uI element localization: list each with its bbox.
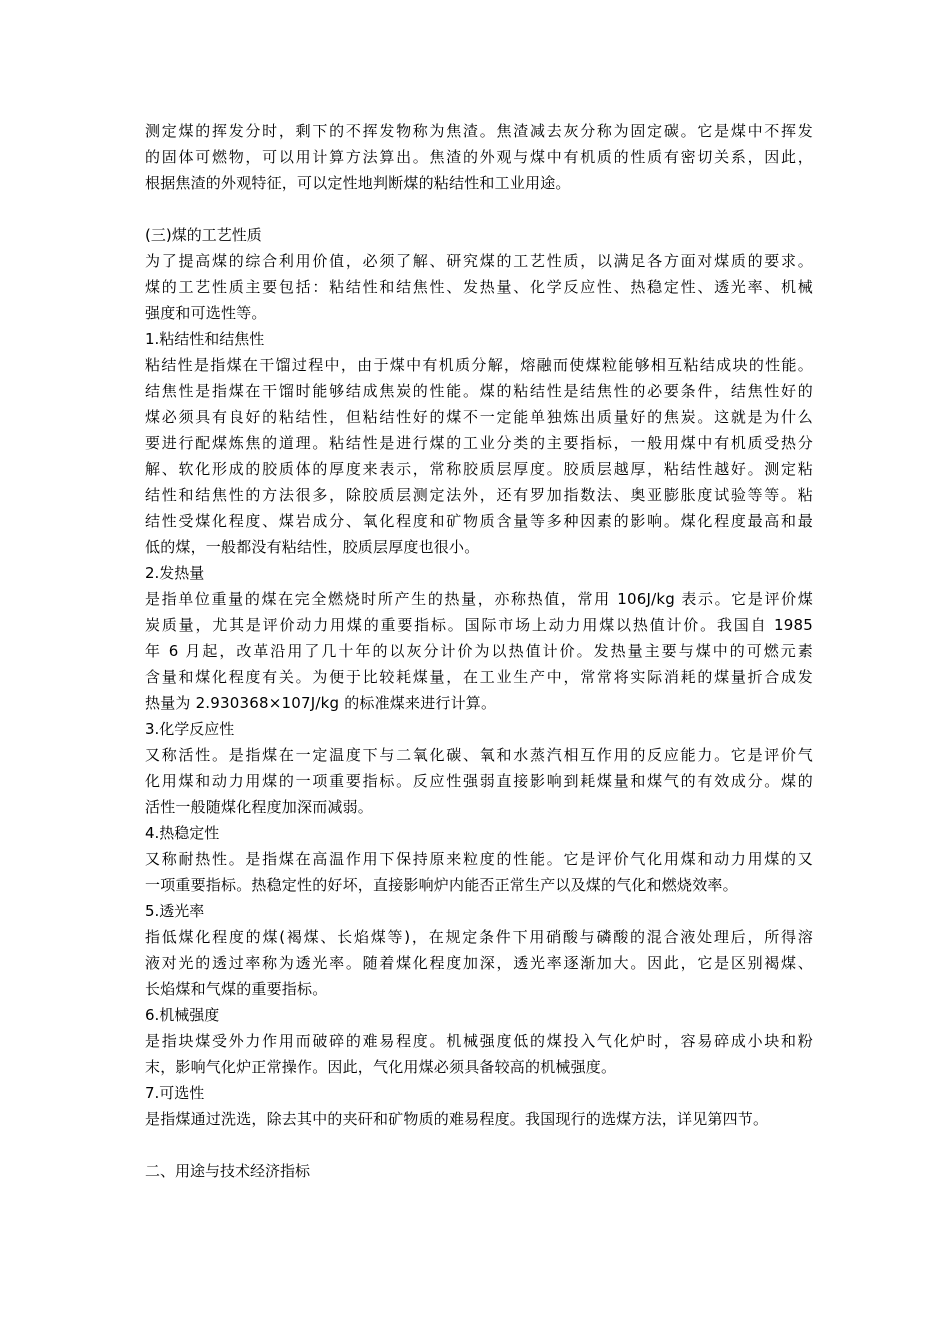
item-block: [145, 898, 813, 1002]
text-line: 煤的工艺性质主要包括：粘结性和结焦性、发热量、化学反应性、热稳定性、透光率、机械: [145, 278, 813, 296]
text-line: 含量和煤化程度有关。为便于比较耗煤量，在工业生产中，常常将实际消耗的煤量折合成发: [145, 668, 813, 686]
text-line: 又称活性。是指煤在一定温度下与二氧化碳、氧和水蒸汽相互作用的反应能力。它是评价气: [145, 746, 813, 764]
text-line: 长焰煤和气煤的重要指标。: [145, 980, 328, 998]
section-intro-paragraph: [145, 248, 813, 326]
text-line: 解、软化形成的胶质体的厚度来表示，常称胶质层厚度。胶质层越厚，粘结性越好。测定粘: [145, 460, 813, 478]
text-line: 热量为 2.930368×107J/kg 的标准煤来进行计算。: [145, 694, 497, 712]
item-block: [145, 326, 813, 560]
text-line: 低的煤，一般都没有粘结性，胶质层厚度也很小。: [145, 538, 480, 556]
item-title: 7.可选性: [145, 1084, 205, 1102]
item-title: 4.热稳定性: [145, 824, 220, 842]
text-line: 活性一般随煤化程度加深而减弱。: [145, 798, 374, 816]
section-heading: 二、用途与技术经济指标: [145, 1162, 311, 1180]
text-line: 年 6 月起，改革沿用了几十年的以灰分计价为以热值计价。发热量主要与煤中的可燃元素: [145, 642, 813, 660]
text-line: 根据焦渣的外观特征，可以定性地判断煤的粘结性和工业用途。: [145, 174, 571, 192]
item-title: 2.发热量: [145, 564, 205, 582]
text-line: 液对光的透过率称为透光率。随着煤化程度加深，透光率逐渐加大。因此，它是区别褐煤、: [145, 954, 813, 972]
text-line: 是指块煤受外力作用而破碎的难易程度。机械强度低的煤投入气化炉时，容易碎成小块和粉: [145, 1032, 813, 1050]
item-block: [145, 716, 813, 820]
text-line: 结性受煤化程度、煤岩成分、氧化程度和矿物质含量等多种因素的影响。煤化程度最高和最: [145, 512, 813, 530]
text-line: 的固体可燃物，可以用计算方法算出。焦渣的外观与煤中有机质的性质有密切关系，因此，: [145, 148, 813, 166]
text-line: 又称耐热性。是指煤在高温作用下保持原来粒度的性能。它是评价气化用煤和动力用煤的又: [145, 850, 813, 868]
text-line: 强度和可选性等。: [145, 304, 267, 322]
section-heading: (三)煤的工艺性质: [145, 226, 262, 244]
text-line: 要进行配煤炼焦的道理。粘结性是进行煤的工业分类的主要指标，一般用煤中有机质受热分: [145, 434, 813, 452]
text-line: 末，影响气化炉正常操作。因此，气化用煤必须具备较高的机械强度。: [145, 1058, 617, 1076]
text-line: 煤必须具有良好的粘结性，但粘结性好的煤不一定能单独炼出质量好的焦炭。这就是为什么: [145, 408, 813, 426]
item-block: [145, 1002, 813, 1080]
item-block: [145, 820, 813, 898]
paragraph-gap: [145, 1132, 813, 1158]
item-title: 1.粘结性和结焦性: [145, 330, 265, 348]
item-title: 5.透光率: [145, 902, 205, 920]
text-line: 测定煤的挥发分时，剩下的不挥发物称为焦渣。焦渣减去灰分称为固定碳。它是煤中不挥发: [145, 122, 813, 140]
paragraph-gap: [145, 196, 813, 222]
text-line: 结性和结焦性的方法很多，除胶质层测定法外，还有罗加指数法、奥亚膨胀度试验等等。粘: [145, 486, 813, 504]
text-line: 炭质量，尤其是评价动力用煤的重要指标。国际市场上动力用煤以热值计价。我国自 1985: [145, 616, 813, 634]
text-line: 是指煤通过洗选，除去其中的夹矸和矿物质的难易程度。我国现行的选煤方法，详见第四节。: [145, 1110, 769, 1128]
text-line: 结焦性是指煤在干馏时能够结成焦炭的性能。煤的粘结性是结焦性的必要条件，结焦性好的: [145, 382, 813, 400]
text-line: 为了提高煤的综合利用价值，必须了解、研究煤的工艺性质，以满足各方面对煤质的要求。: [145, 252, 813, 270]
item-title: 3.化学反应性: [145, 720, 235, 738]
document-page: [145, 118, 813, 1184]
text-line: 指低煤化程度的煤(褐煤、长焰煤等)，在规定条件下用硝酸与磷酸的混合液处理后，所得溶: [145, 928, 813, 946]
text-line: 粘结性是指煤在干馏过程中，由于煤中有机质分解，熔融而使煤粒能够相互粘结成块的性能。: [145, 356, 813, 374]
text-line: 是指单位重量的煤在完全燃烧时所产生的热量，亦称热值，常用 106J/kg 表示。它是评价煤: [145, 590, 813, 608]
item-block: [145, 1080, 813, 1132]
text-line: 一项重要指标。热稳定性的好坏，直接影响炉内能否正常生产以及煤的气化和燃烧效率。: [145, 876, 738, 894]
text-line: 化用煤和动力用煤的一项重要指标。反应性强弱直接影响到耗煤量和煤气的有效成分。煤的: [145, 772, 813, 790]
item-title: 6.机械强度: [145, 1006, 220, 1024]
intro-paragraph: [145, 118, 813, 196]
item-block: [145, 560, 813, 716]
